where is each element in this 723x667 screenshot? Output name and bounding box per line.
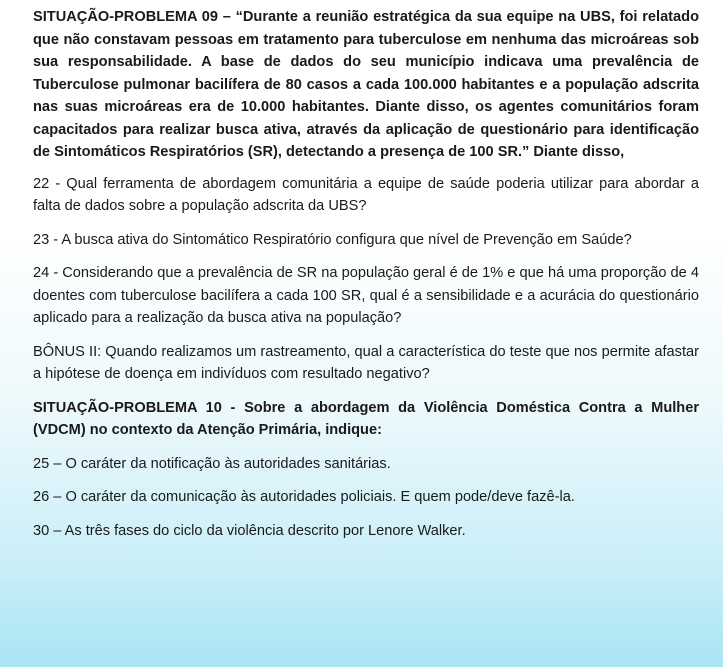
question-22: 22 - Qual ferramenta de abordagem comunitária a equipe de saúde poderia utilizar para abordar a falta de dados sobre a população adscrita da UBS?: [33, 175, 699, 214]
question-26: 26 – O caráter da comunicação às autoridades policiais. E quem pode/deve fazê-la.: [33, 489, 575, 505]
situacao-problema-10: SITUAÇÃO-PROBLEMA 10 - Sobre a abordagem da Violência Doméstica Contra a Mulher (VDCM) no contexto da Atenção Primária, indique:: [33, 399, 699, 438]
question-23: 23 - A busca ativa do Sintomático Respiratório configura que nível de Prevenção em Saúde?: [33, 231, 632, 248]
question-24: 24 - Considerando que a prevalência de SR na população geral é de 1% e que há uma proporção de 4 doentes com tuberculose bacilífera a cada 100 SR, qual é a sensibilidade e a acurácia do questionário aplicado para a realização da busca ativa na população?: [33, 265, 699, 326]
bonus-question: BÔNUS II: Quando realizamos um rastreamento, qual a característica do teste que nos permite afastar a hipótese de doença em indivíduos com resultado negativo?: [33, 343, 699, 382]
situacao-problema-09: SITUAÇÃO-PROBLEMA 09 – “Durante a reunião estratégica da sua equipe na UBS, foi relatado que não constavam pessoas em tratamento para tuberculose em nenhuma das microáreas sob sua responsabilidade. A base de dados do seu município indicava uma prevalência de Tuberculose pulmonar bacilífera de 80 casos a cada 100.000 habitantes e a população adscrita nas suas microáreas era de 10.000 habitantes. Diante disso, os agentes comunitários foram capacitados para realizar busca ativa, através da aplicação de questionário para identificação de Sintomáticos Respiratórios (SR), detectando a presença de 100 SR.” Diante disso,: [33, 9, 699, 160]
question-30: 30 – As três fases do ciclo da violência descrito por Lenore Walker.: [33, 522, 466, 539]
question-25: 25 – O caráter da notificação às autoridades sanitárias.: [33, 455, 391, 472]
